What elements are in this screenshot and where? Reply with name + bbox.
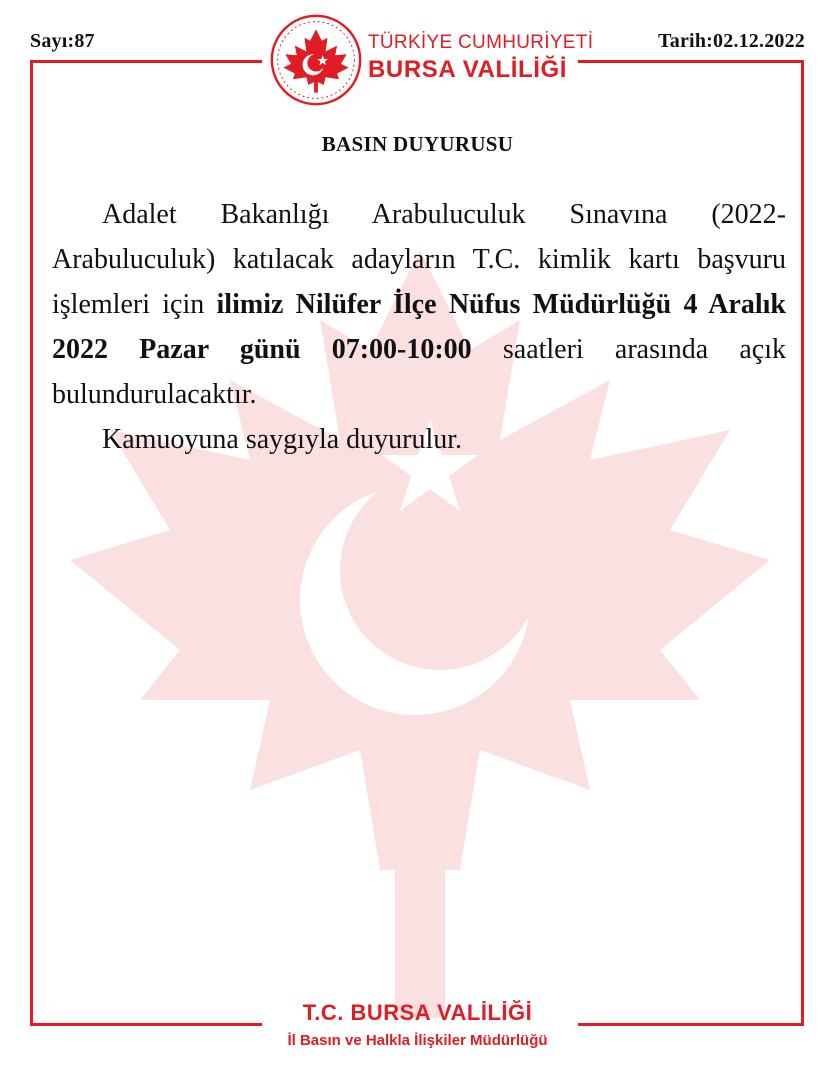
governorship-emblem-icon [268,12,364,108]
brand-line-governorship: BURSA VALİLİĞİ [368,56,568,83]
paragraph-closing: Kamuoyuna saygıyla duyurulur. [102,424,463,455]
footer-department: İl Basın ve Halkla İlişkiler Müdürlüğü [287,1032,548,1049]
paragraph-announcement [52,192,786,417]
document-body [52,192,786,462]
paragraph-text-a: Adalet Bakanlığı Arabuluculuk Sınavına (2022-Arabuluculuk) katılacak adayların T.C. kimlik kartı başvuru işlemleri için [52,199,786,320]
document-heading: BASIN DUYURUSU [321,132,514,156]
document-number: Sayı:87 [30,30,95,52]
footer-office: T.C. BURSA VALİLİĞİ [302,1000,533,1025]
brand-line-republic: TÜRKİYE CUMHURİYETİ [368,32,594,53]
paragraph-text-bold: ilimiz Nilüfer İlçe Nüfus Müdürlüğü 4 Aralık 2022 Pazar günü 07:00-10:00 [52,289,786,365]
document-date: Tarih:02.12.2022 [658,30,805,52]
paragraph-text-b: saatleri arasında açık bulundurulacaktır. [52,334,786,410]
